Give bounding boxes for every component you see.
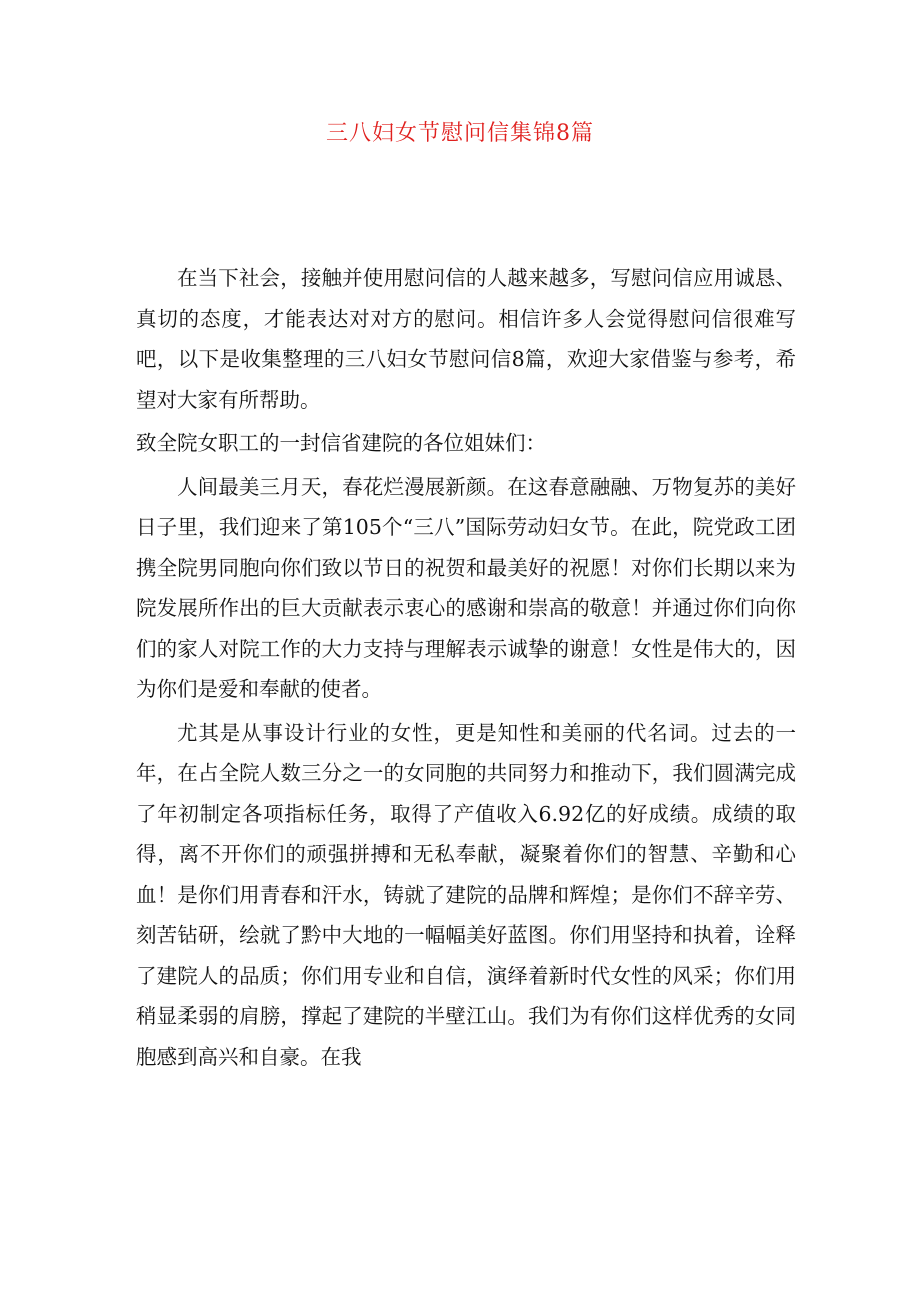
document-title: 三八妇女节慰问信集锦8篇 xyxy=(326,121,594,146)
letter-paragraph-2: 尤其是从事设计行业的女性，更是知性和美丽的代名词。过去的一年，在占全院人数三分之一的女同胞的共同努力和推动下，我们圆满完成了年初制定各项指标任务，取得了产值收入6.92亿的好成绩。成绩的取得，离不开你们的顽强拼搏和无私奉献，凝聚着你们的智慧、辛勤和心血！是你们用青春和汗水，铸就了建院的品牌和辉煌；是你们不辞辛劳、刻苦钻研，绘就了黔中大地的一幅幅美好蓝图。你们用坚持和执着，诠释了建院人的品质；你们用专业和自信，演绎着新时代女性的风采；你们用稍显柔弱的肩膀，撑起了建院的半壁江山。我们为有你们这样优秀的女同胞感到高兴和自豪。在我 xyxy=(136,720,796,1069)
document-body xyxy=(136,258,796,1077)
letter-salutation: 致全院女职工的一封信省建院的各位姐妹们： xyxy=(136,431,546,455)
letter-paragraph-1: 人间最美三月天，春花烂漫展新颜。在这春意融融、万物复苏的美好日子里，我们迎来了第105个“三八”国际劳动妇女节。在此，院党政工团携全院男同胞向你们致以节日的祝贺和最美好的祝愿！对你们长期以来为院发展所作出的巨大贡献表示衷心的感谢和崇高的敬意！并通过你们向你们的家人对院工作的大力支持与理解表示诚挚的谢意！女性是伟大的，因为你们是爱和奉献的使者。 xyxy=(136,474,796,701)
intro-paragraph: 在当下社会，接触并使用慰问信的人越来越多，写慰问信应用诚恳、真切的态度，才能表达对对方的慰问。相信许多人会觉得慰问信很难写吧，以下是收集整理的三八妇女节慰问信8篇，欢迎大家借鉴与参考，希望对大家有所帮助。 xyxy=(136,266,796,412)
